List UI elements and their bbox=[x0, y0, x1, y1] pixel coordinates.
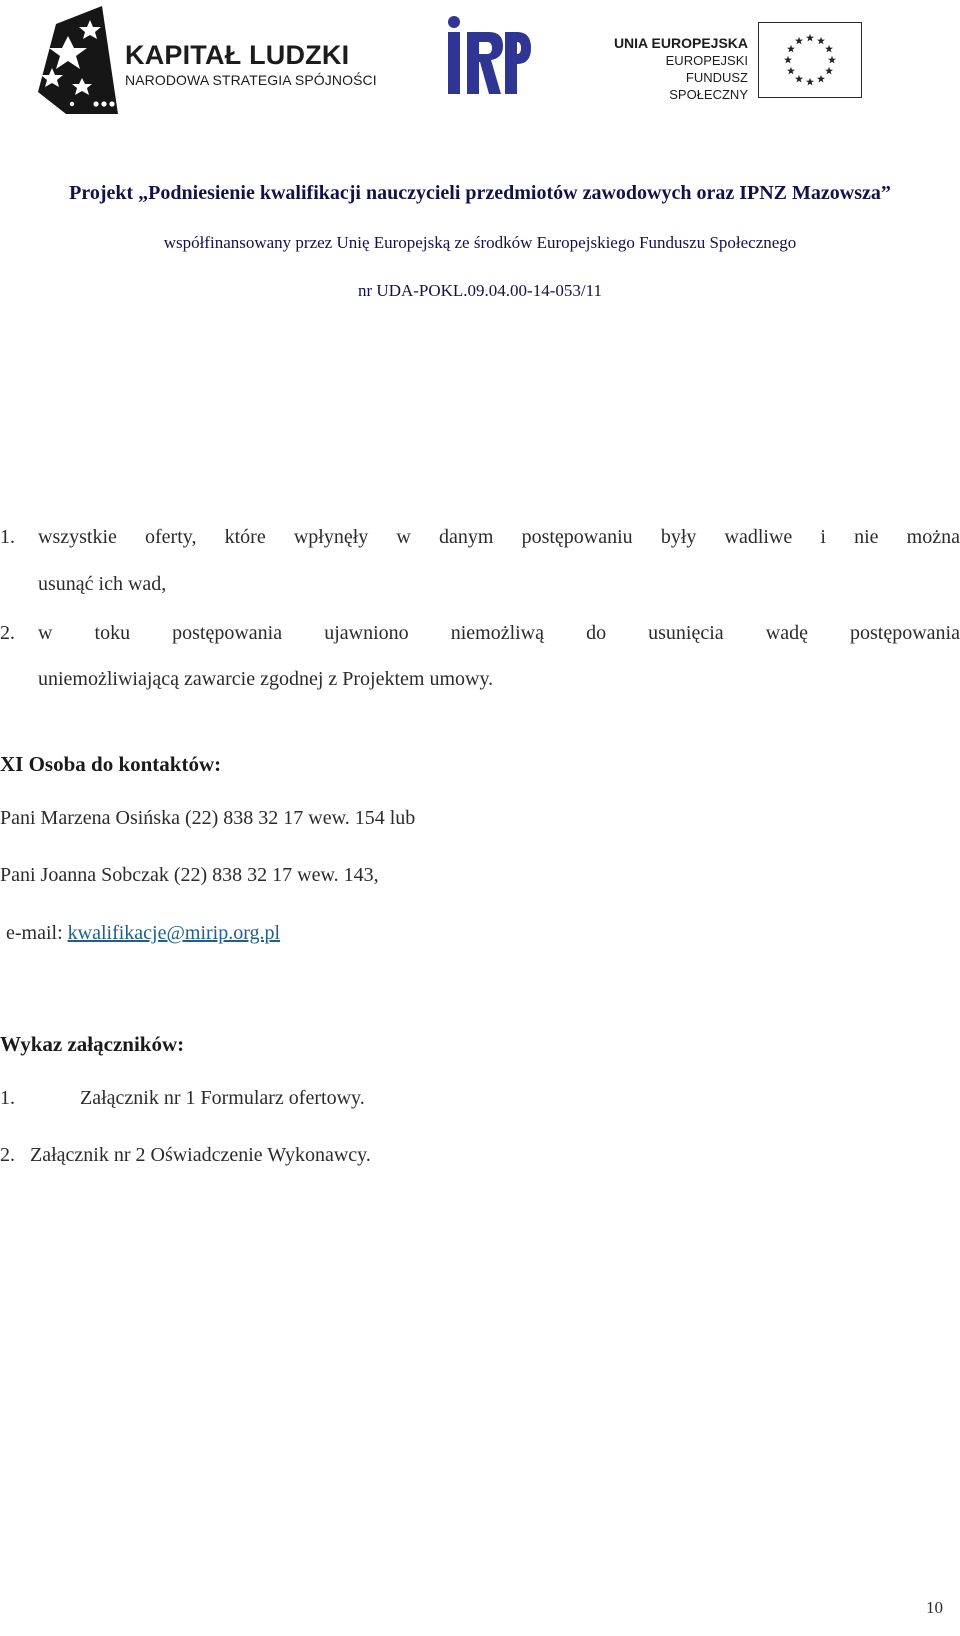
kapital-ludzki-logo-icon bbox=[38, 6, 118, 116]
list-text-line: uniemożliwiającą zawarcie zgodnej z Projektem umowy. bbox=[38, 668, 494, 690]
kl-title: KAPITAŁ LUDZKI bbox=[125, 40, 350, 70]
eu-line-3: FUNDUSZ SPOŁECZNY bbox=[669, 70, 748, 102]
attachments-heading: Wykaz załączników: bbox=[0, 1032, 185, 1056]
list-number: 2. bbox=[0, 622, 15, 644]
eu-star-icon bbox=[784, 56, 792, 64]
eu-star-icon bbox=[795, 37, 803, 45]
email-link[interactable]: kwalifikacje@mirip.org.pl bbox=[67, 922, 281, 944]
cofinancing-note: współfinansowany przez Unię Europejską ze środków Europejskiego Funduszu Społecznego bbox=[163, 233, 797, 252]
contact-person: Pani Marzena Osińska (22) 838 32 17 wew. 154 lub bbox=[0, 807, 416, 829]
eu-line-2: EUROPEJSKI bbox=[665, 53, 748, 68]
eu-star-icon bbox=[795, 75, 803, 83]
attachment-number: 1. bbox=[0, 1087, 15, 1109]
list-text-line: usunąć ich wad, bbox=[38, 573, 167, 595]
eu-flag-icon bbox=[758, 22, 862, 98]
attachment-item bbox=[0, 1144, 15, 1167]
attachment-text: Załącznik nr 2 Oświadczenie Wykonawcy. bbox=[30, 1144, 371, 1166]
project-title: Projekt „Podniesienie kwalifikacji nauczycieli przedmiotów zawodowych oraz IPNZ Mazowsza” bbox=[69, 182, 891, 204]
contacts-heading: XI Osoba do kontaktów: bbox=[0, 752, 222, 776]
irp-logo-icon bbox=[445, 14, 531, 98]
eu-star-icon bbox=[817, 37, 825, 45]
email-row bbox=[6, 922, 280, 945]
eu-star-icon bbox=[806, 78, 814, 86]
list-text-line: w toku postępowania ujawniono niemożliwą do usunięcia wadę postępowania bbox=[38, 622, 960, 644]
list-text-line: wszystkie oferty, które wpłynęły w danym postępowaniu były wadliwe i nie można bbox=[38, 526, 960, 548]
kapital-ludzki-wordmark bbox=[125, 40, 377, 88]
contact-person: Pani Joanna Sobczak (22) 838 32 17 wew. 143, bbox=[0, 864, 379, 886]
eu-star-icon bbox=[825, 67, 833, 75]
list-number: 1. bbox=[0, 526, 15, 548]
eu-star-icon bbox=[817, 75, 825, 83]
attachment-number: 2. bbox=[0, 1144, 15, 1166]
logo-strip bbox=[0, 0, 960, 110]
eu-star-icon bbox=[828, 56, 836, 64]
attachment-text: Załącznik nr 1 Formularz ofertowy. bbox=[80, 1087, 365, 1109]
eu-line-1: UNIA EUROPEJSKA bbox=[613, 35, 748, 51]
eu-star-icon bbox=[787, 67, 795, 75]
email-label: e-mail: bbox=[6, 922, 68, 944]
attachment-item bbox=[0, 1087, 15, 1110]
project-number: nr UDA-POKL.09.04.00-14-053/11 bbox=[358, 281, 602, 300]
eu-star-icon bbox=[787, 45, 795, 53]
page-number: 10 bbox=[926, 1598, 943, 1617]
eu-star-icon bbox=[825, 45, 833, 53]
eu-wordmark bbox=[610, 34, 748, 103]
kl-subtitle: NARODOWA STRATEGIA SPÓJNOŚCI bbox=[125, 72, 377, 88]
eu-star-icon bbox=[806, 34, 814, 42]
